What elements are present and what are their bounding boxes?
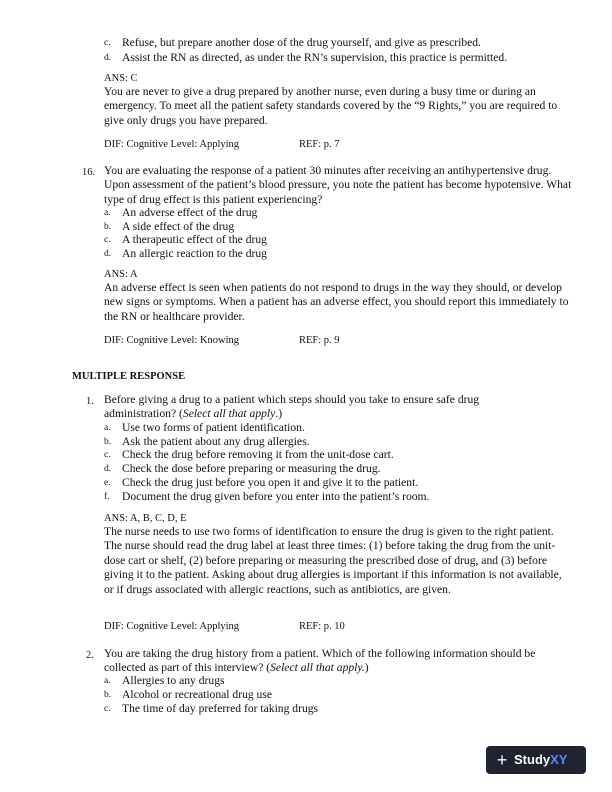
plus-icon: + [496, 749, 508, 770]
option-letter: a. [104, 676, 111, 686]
question-stem [104, 647, 574, 676]
question-number: 1. [86, 396, 94, 407]
option-letter: f. [104, 492, 110, 502]
answer-key: ANS: A, B, C, D, E [104, 513, 187, 524]
ref-text: REF: p. 10 [299, 621, 345, 632]
option-text: Ask the patient about any drug allergies. [122, 435, 310, 448]
option-letter: d. [104, 53, 112, 63]
option-text: The time of day preferred for taking drugs [122, 702, 319, 715]
section-heading: MULTIPLE RESPONSE [72, 371, 186, 382]
stem-line: collected as part of this interview? ( [104, 661, 271, 675]
option-text: A side effect of the drug [122, 220, 235, 233]
stem-line: ) [364, 661, 369, 675]
difficulty-line [104, 138, 340, 152]
option-letter: d. [104, 249, 112, 259]
option-text: An adverse effect of the drug [122, 206, 258, 219]
dif-text: DIF: Cognitive Level: Knowing [104, 335, 240, 346]
stem-italic: Select all that apply [182, 407, 276, 421]
option-text: Check the drug just before you open it and give it to the patient. [122, 476, 419, 489]
watermark-xy: XY [550, 751, 568, 767]
option-text: An allergic reaction to the drug [122, 247, 267, 260]
option-letter: c. [104, 235, 111, 245]
ref-text: REF: p. 9 [299, 335, 340, 346]
option-letter: a. [104, 423, 111, 433]
dif-text: DIF: Cognitive Level: Applying [104, 139, 240, 150]
option-letter: c. [104, 38, 111, 48]
option-letter: c. [104, 704, 111, 714]
rationale: An adverse effect is seen when patients do not respond to drugs in the way they should, or develop new signs or symptoms. When a patient has an adverse effect, you should report this immediately to the RN or healthcare provider. [104, 281, 569, 323]
stem-line: administration? ( [104, 407, 183, 421]
option-text: Check the drug before removing it from the unit-dose cart. [122, 448, 394, 461]
answer-key: ANS: A [104, 269, 138, 280]
rationale: You are never to give a drug prepared by another nurse, even during a busy time or during an emergency. To meet all the patient safety standards covered by the “9 Rights,” you are required to give only drugs you have prepared. [104, 85, 558, 127]
option-letter: c. [104, 450, 111, 460]
option-letter: b. [104, 690, 112, 700]
option-letter: d. [104, 464, 112, 474]
option-letter: b. [104, 222, 112, 232]
option-text: Refuse, but prepare another dose of the drug yourself, and give as prescribed. [122, 36, 481, 49]
stem-italic: Select all that apply. [270, 661, 365, 675]
stem-line: You are taking the drug history from a patient. Which of the following information should be [104, 647, 536, 660]
option-letter: e. [104, 478, 111, 488]
option-text: Document the drug given before you enter into the patient’s room. [122, 490, 430, 503]
rationale: The nurse needs to use two forms of identification to ensure the drug is given to the right patient. The nurse should read the drug label at least three times: (1) before taking the drug from the unit-dose cart or shelf, (2) before preparing or measuring the prescribed dose of drug, and (3) before giving it to the patient. Asking about drug allergies is important if this information is not available, or if drugs associated with allergic reactions, such as antibiotics, are given. [104, 525, 562, 596]
option-letter: b. [104, 437, 112, 447]
dif-text: DIF: Cognitive Level: Applying [104, 621, 240, 632]
ref-text: REF: p. 7 [299, 139, 340, 150]
option-text: A therapeutic effect of the drug [122, 233, 267, 246]
answer-key: ANS: C [104, 73, 138, 84]
question-stem: You are evaluating the response of a patient 30 minutes after receiving an antihypertensive drug. Upon assessment of the patient’s blood pressure, you note the patient has become hypotensive. What type of drug effect is this patient experiencing? [104, 164, 572, 206]
option-text: Allergies to any drugs [122, 674, 225, 687]
option-text: Use two forms of patient identification. [122, 421, 305, 434]
option-letter: a. [104, 208, 111, 218]
stem-line: Before giving a drug to a patient which steps should you take to ensure safe drug [104, 393, 480, 406]
option-text: Assist the RN as directed, as under the RN’s supervision, this practice is permitted. [122, 51, 508, 64]
option-text: Check the dose before preparing or measuring the drug. [122, 462, 381, 475]
question-stem [104, 393, 574, 422]
watermark-study: Study [514, 751, 551, 767]
stem-line: .) [275, 407, 283, 421]
option-text: Alcohol or recreational drug use [122, 688, 273, 701]
difficulty-line [104, 620, 345, 634]
question-number: 2. [86, 650, 94, 661]
difficulty-line [104, 334, 340, 348]
studyxy-watermark [486, 746, 586, 774]
question-number: 16. [82, 167, 96, 178]
